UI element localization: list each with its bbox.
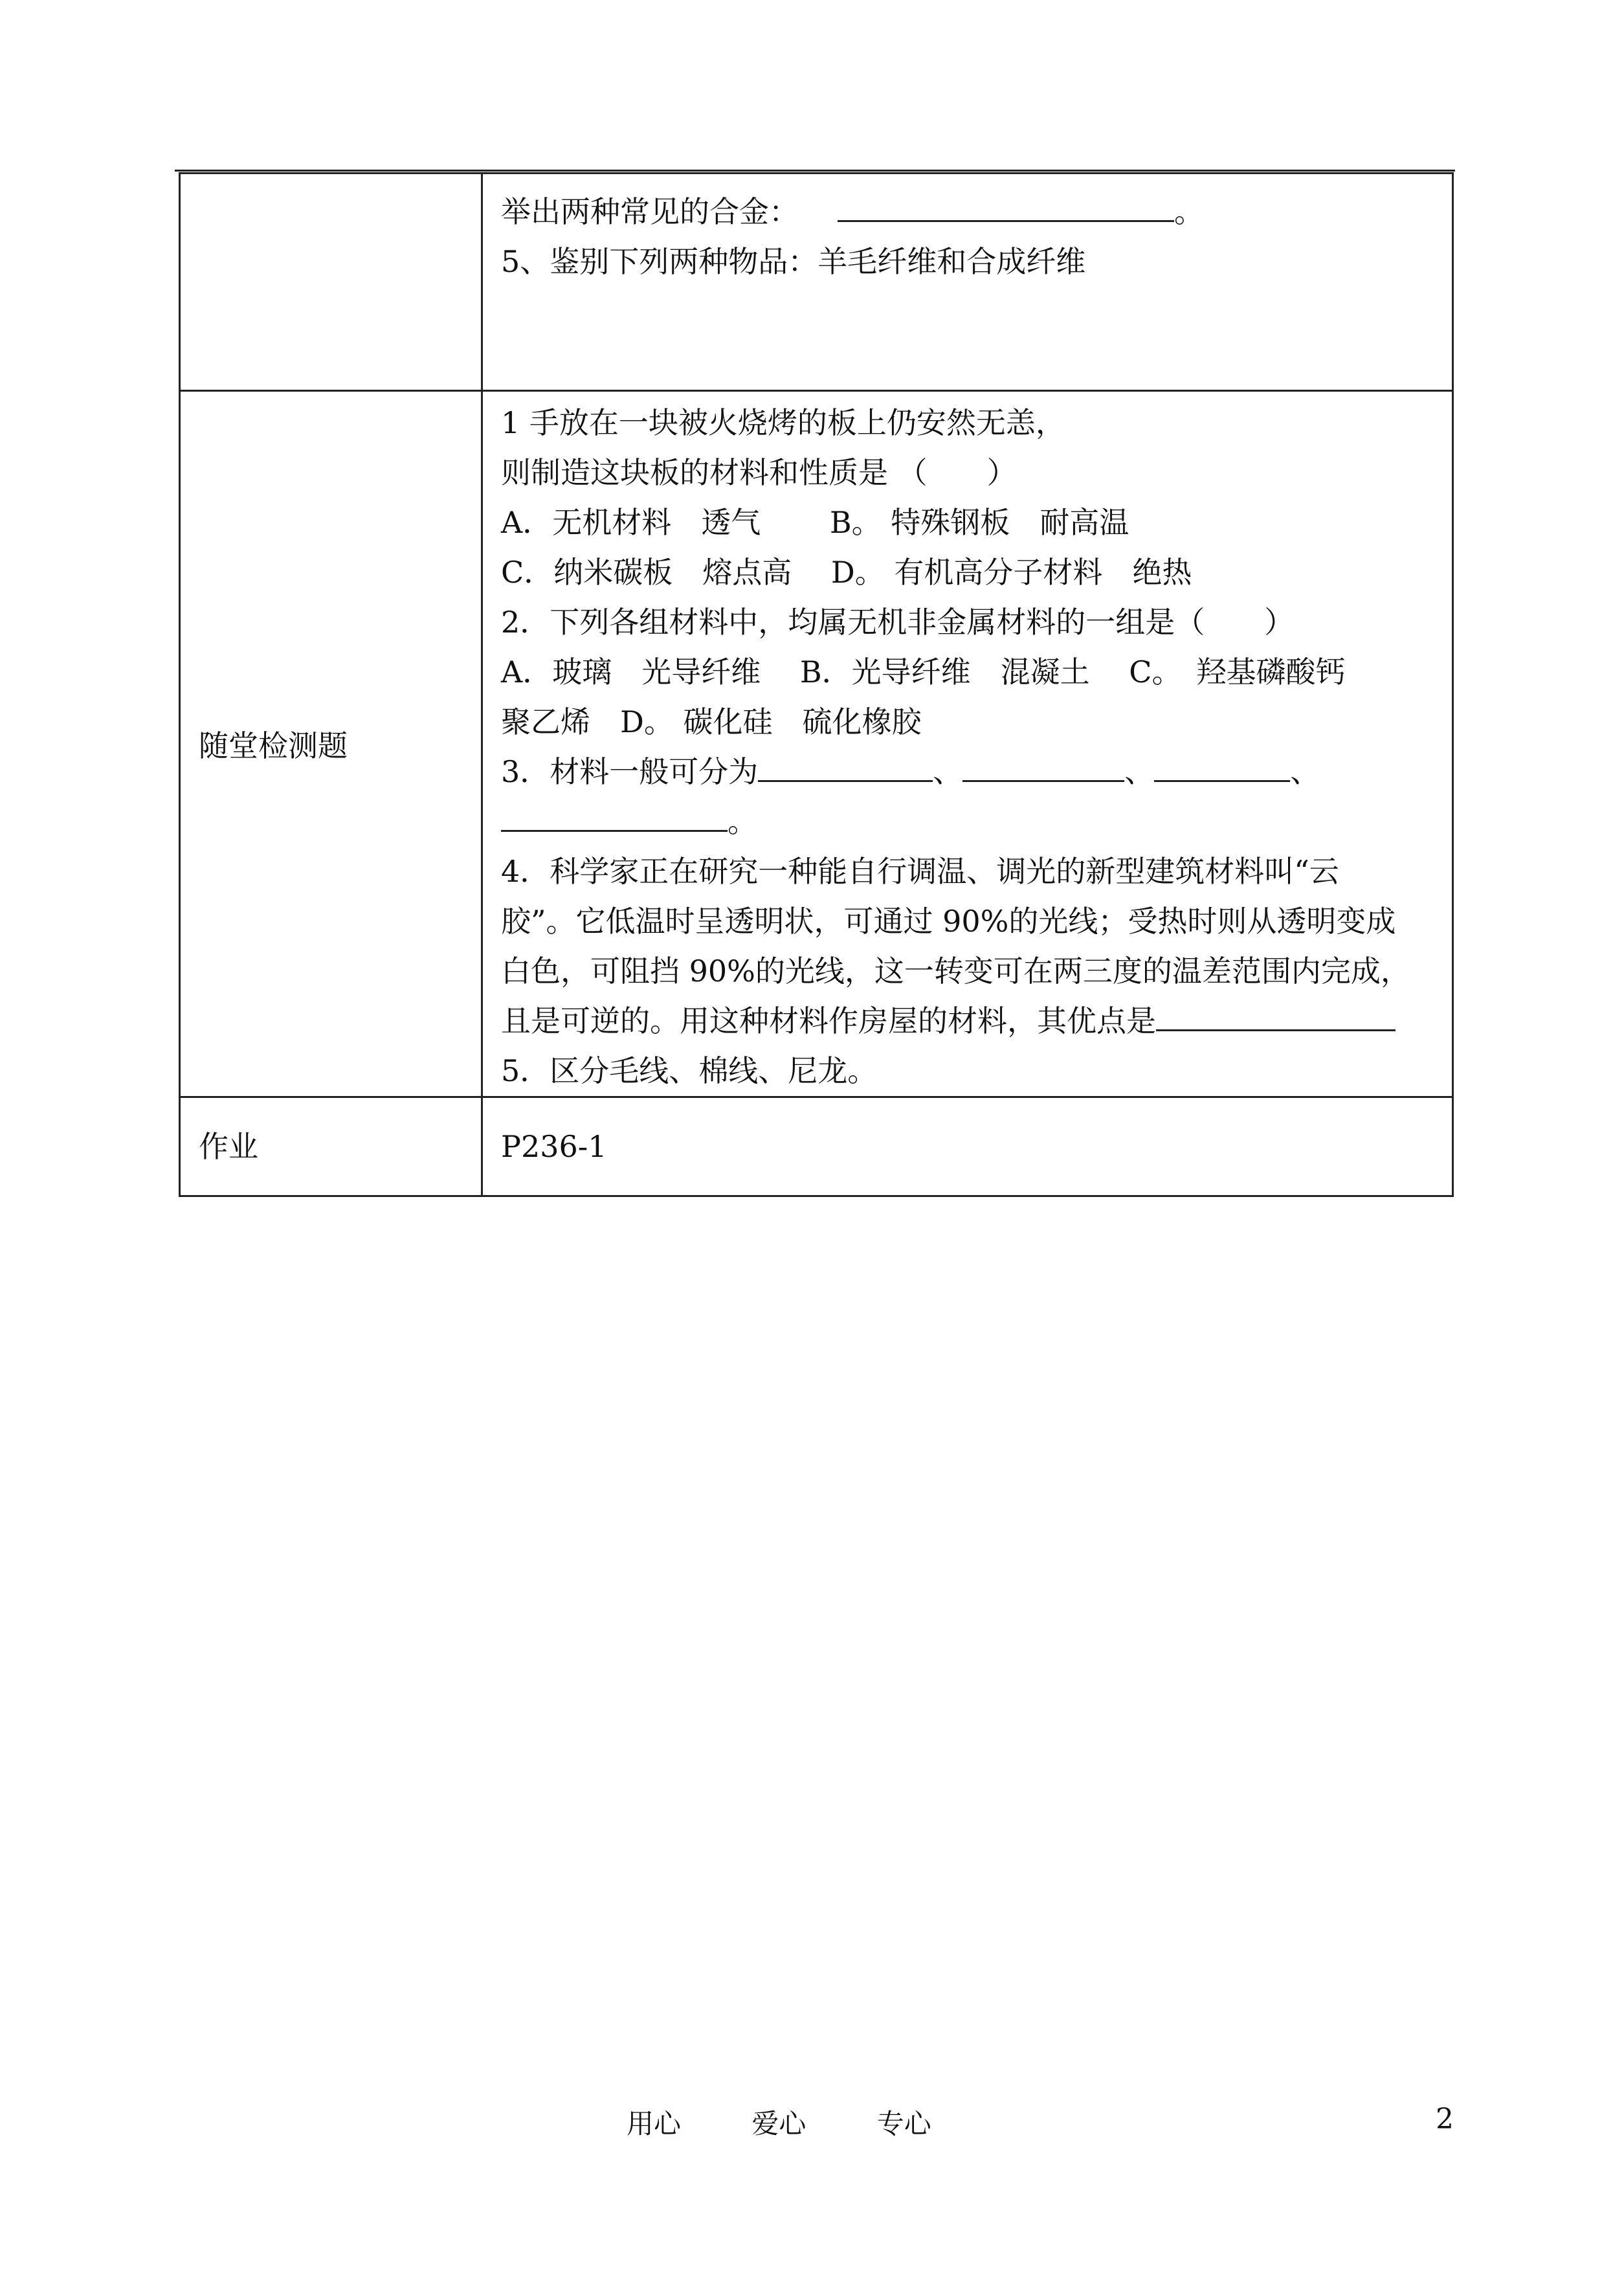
question-1-line-1: 1 手放在一块被火烧烤的板上仍安然无恙， <box>501 405 1065 440</box>
row-content <box>482 173 1453 391</box>
question-1-line-2: 则制造这块板的材料和性质是 （ ） <box>501 455 1017 490</box>
question-1-options-ab: A．无机材料 透气 B。 特殊钢板 耐高温 <box>501 505 1129 540</box>
answer-blank[interactable] <box>1154 754 1290 782</box>
question-2-options-abc: A．玻璃 光导纤维 B．光导纤维 混凝土 C。 羟基磷酸钙 <box>501 654 1346 689</box>
header-rule <box>175 170 1455 172</box>
question-3-continued: 。 <box>501 797 1447 847</box>
answer-blank[interactable] <box>1156 1003 1396 1031</box>
answer-blank[interactable] <box>962 754 1124 782</box>
homework-content: P236-1 <box>482 1097 1453 1196</box>
answer-blank[interactable] <box>838 194 1174 222</box>
footer-mottos <box>627 2103 994 2142</box>
worksheet-table <box>179 172 1454 1197</box>
alloy-question: 举出两种常见的合金： 。 <box>501 194 1204 229</box>
footer-motto: 用心 <box>627 2108 682 2140</box>
row-label <box>180 173 482 391</box>
identify-question: 5、鉴别下列两种物品：羊毛纤维和合成纤维 <box>501 244 1086 279</box>
row-content <box>482 391 1453 1097</box>
question-4-line-3: 白色，可阻挡 90%的光线，这一转变可在两三度的温差范围内完成， <box>501 954 1410 989</box>
question-2-option-d: 聚乙烯 D。 碳化硅 硫化橡胶 <box>501 704 922 739</box>
row-label: 作业 <box>180 1097 482 1196</box>
table-row <box>180 1097 1453 1196</box>
question-4-line-4: 且是可逆的。用这种材料作房屋的材料，其优点是 <box>501 996 1447 1046</box>
table-row <box>180 391 1453 1097</box>
question-3: 3．材料一般可分为 、 、 、 <box>501 754 1320 789</box>
row-label: 随堂检测题 <box>180 391 482 1097</box>
answer-blank[interactable] <box>758 754 933 782</box>
table-row <box>180 173 1453 391</box>
question-1-options-cd: C．纳米碳板 熔点高 D。 有机高分子材料 绝热 <box>501 555 1192 590</box>
question-4-line-1: 4．科学家正在研究一种能自行调温、调光的新型建筑材料叫“云 <box>501 854 1339 889</box>
page-number: 2 <box>1436 2103 1454 2136</box>
answer-blank[interactable] <box>501 804 728 832</box>
question-5: 5．区分毛线、棉线、尼龙。 <box>501 1053 878 1088</box>
question-2: 2．下列各组材料中，均属无机非金属材料的一组是（ ） <box>501 605 1295 640</box>
question-4-line-2: 胶”。它低温时呈透明状，可通过 90%的光线；受热时则从透明变成 <box>501 904 1396 939</box>
footer-motto: 专心 <box>876 2108 931 2140</box>
footer-motto: 爱心 <box>751 2108 806 2140</box>
